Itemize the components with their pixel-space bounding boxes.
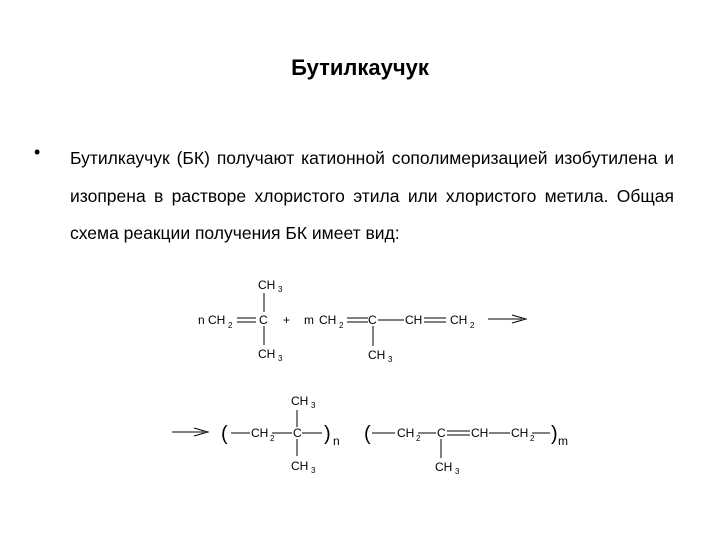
index-n: n: [333, 434, 340, 448]
svg-text:2: 2: [228, 321, 233, 330]
slide-title: Бутилкаучук: [291, 55, 429, 80]
unit1-ch2: CH: [251, 426, 269, 440]
svg-text:3: 3: [278, 285, 283, 294]
unit1-ch3-top: CH: [291, 394, 309, 408]
unit2-ch2: CH: [397, 426, 415, 440]
index-m: m: [558, 434, 568, 448]
coef-m: m: [304, 313, 314, 327]
reactants-labels: [198, 278, 475, 364]
open-paren-2: (: [364, 423, 371, 445]
bullet-text: Бутилкаучук (БК) получают катионной сополимеризацией изобутилена и изопрена в растворе хлористого этила или хлористого метила. Общая схема реакции получения БК имеет вид:: [70, 148, 674, 243]
svg-text:3: 3: [278, 354, 283, 363]
unit2-ch2-end: CH: [511, 426, 529, 440]
unit2-ch3-bottom: CH: [435, 460, 453, 474]
unit1-ch3-bottom: CH: [291, 459, 309, 473]
isoprene-ch: CH: [405, 313, 423, 327]
svg-text:2: 2: [530, 434, 535, 443]
reactants-row: [237, 293, 526, 346]
plus-sign: +: [283, 313, 291, 327]
product-row: [172, 410, 550, 458]
svg-text:2: 2: [270, 434, 275, 443]
isobutylene-ch3-bottom: CH: [258, 347, 276, 361]
isobutylene-ch3-top: CH: [258, 278, 276, 292]
isobutylene-carbon: C: [259, 313, 268, 327]
unit1-carbon: C: [293, 426, 302, 440]
svg-text:2: 2: [416, 434, 421, 443]
close-paren-2: ): [551, 423, 558, 445]
svg-text:3: 3: [455, 467, 460, 476]
close-paren-1: ): [324, 423, 331, 445]
svg-text:3: 3: [311, 401, 316, 410]
isoprene-ch2: CH: [319, 313, 337, 327]
svg-text:3: 3: [311, 466, 316, 475]
isoprene-carbon: C: [368, 313, 377, 327]
unit2-carbon: C: [437, 426, 446, 440]
isoprene-ch3-bottom: CH: [368, 348, 386, 362]
coef-n: n: [198, 313, 205, 327]
unit2-ch: CH: [471, 426, 489, 440]
product-labels: [221, 394, 568, 476]
bullet-marker: •: [34, 142, 41, 162]
svg-text:2: 2: [470, 321, 475, 330]
svg-text:3: 3: [388, 355, 393, 364]
isobutylene-ch2: CH: [208, 313, 226, 327]
svg-text:2: 2: [339, 321, 344, 330]
isoprene-ch2-end: CH: [450, 313, 468, 327]
open-paren-1: (: [221, 423, 228, 445]
